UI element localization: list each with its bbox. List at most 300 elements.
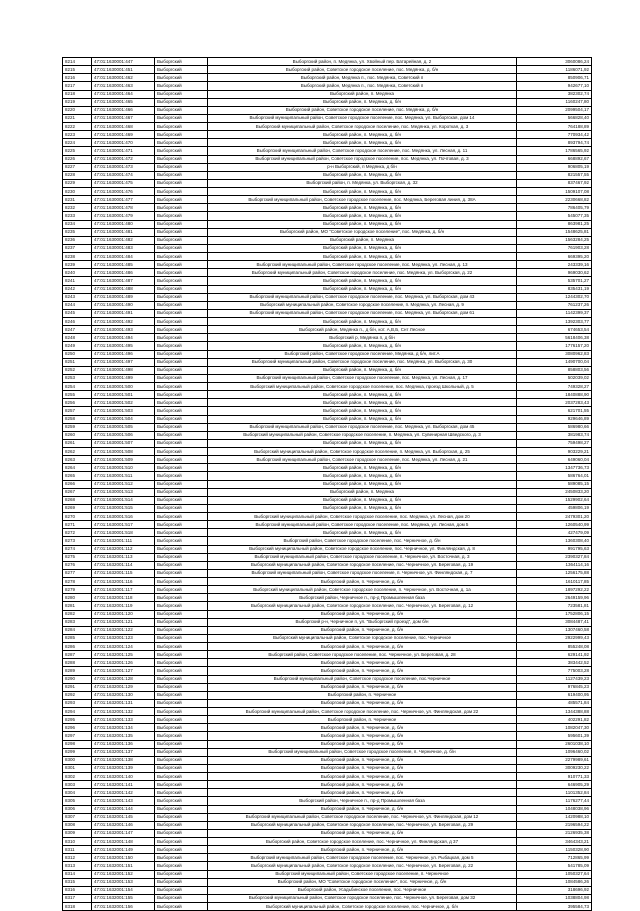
table-row <box>63 374 592 382</box>
cadastral-value-cell: 770934,42 <box>517 131 592 139</box>
district-cell: Выборгский <box>155 74 208 82</box>
address-cell: Выборгский район, п. Медянка, д. б/н <box>208 504 517 512</box>
row-number-cell: 8298 <box>63 740 92 748</box>
cadastral-number-cell: 47:01:1632001:114 <box>92 561 155 569</box>
district-cell: Выборгский <box>155 773 208 781</box>
cadastral-value-cell: 668892,67 <box>517 155 592 163</box>
district-cell: Выборгский <box>155 878 208 886</box>
district-cell: Выборгский <box>155 139 208 147</box>
cadastral-number-cell: 47:01:1630001:471 <box>92 147 155 155</box>
table-row <box>63 58 592 66</box>
district-cell: Выборгский <box>155 545 208 553</box>
cadastral-value-cell: 1101352,84 <box>517 789 592 797</box>
row-number-cell: 8275 <box>63 553 92 561</box>
cadastral-value-cell: 674653,54 <box>517 326 592 334</box>
address-cell: Выборгский район, п. Медянка, д. б/н <box>208 415 517 423</box>
cadastral-value-cell: 2196594,22 <box>517 821 592 829</box>
address-cell: Выборгский район, п. Медянка, д. б/н <box>208 188 517 196</box>
address-cell: Выборгский район, п. Медянка <box>208 236 517 244</box>
table-row <box>63 228 592 236</box>
row-number-cell: 8250 <box>63 350 92 358</box>
district-cell: Выборгский <box>155 764 208 772</box>
address-cell: Выборгский район, Советское городское поселение, пос. Черничное, ул. Финляндская, д 37 <box>208 838 517 846</box>
row-number-cell: 8293 <box>63 699 92 707</box>
table-row <box>63 781 592 789</box>
cadastral-value-cell: 621701,55 <box>517 407 592 415</box>
address-cell: Выборгский район, Медянка п., д б/н, кот. А,В,Б, Снт Лесное <box>208 326 517 334</box>
cadastral-number-cell: 47:01:1630001:490 <box>92 301 155 309</box>
row-number-cell: 8216 <box>63 74 92 82</box>
row-number-cell: 8248 <box>63 334 92 342</box>
address-cell: Выборгский район, п. Медянка, д. б/н <box>208 204 517 212</box>
address-cell: Выборгский район, Черничное п., пр-д Промышленная база <box>208 594 517 602</box>
cadastral-value-cell: 2126935,38 <box>517 829 592 837</box>
district-cell: Выборгский <box>155 374 208 382</box>
cadastral-number-cell: 47:01:1630001:484 <box>92 253 155 261</box>
cadastral-value-cell: 1244302,70 <box>517 293 592 301</box>
row-number-cell: 8304 <box>63 789 92 797</box>
table-row <box>63 171 592 179</box>
row-number-cell: 8278 <box>63 578 92 586</box>
cadastral-value-cell: 821557,55 <box>517 171 592 179</box>
address-cell: Выборгский район, п. Черничное, д. б/н <box>208 846 517 854</box>
cadastral-number-cell: 47:01:1630001:493 <box>92 326 155 334</box>
table-row <box>63 764 592 772</box>
cadastral-value-cell: 855248,08 <box>517 643 592 651</box>
row-number-cell: 8252 <box>63 366 92 374</box>
cadastral-value-cell: 2479301,20 <box>517 513 592 521</box>
row-number-cell: 8221 <box>63 114 92 122</box>
address-cell: Выборгский муниципальный район, Советское городское поселение, пос. Черничное, ул. Береговая, д. 19 <box>208 561 517 569</box>
row-number-cell: 8281 <box>63 602 92 610</box>
table-row <box>63 724 592 732</box>
table-row <box>63 204 592 212</box>
address-cell: Выборгский район, п. Черничное, д. б/н <box>208 740 517 748</box>
cadastral-value-cell: 1347736,73 <box>517 464 592 472</box>
district-cell: Выборгский <box>155 155 208 163</box>
address-cell: Выборгский муниципальный район, Советское городское поселение, пос. Медянка, ул. Лесная, дом 20 <box>208 513 517 521</box>
address-cell: Выборгский муниципальный район, Советское городское поселение, п. Черничное, ул. Восточная, д. 3 <box>208 553 517 561</box>
district-cell: Выборгский <box>155 740 208 748</box>
cadastral-number-cell: 47:01:1630001:467 <box>92 114 155 122</box>
cadastral-value-cell: 910771,33 <box>517 773 592 781</box>
cadastral-value-cell: 2649159,96 <box>517 594 592 602</box>
address-cell: Выборгский муниципальный район, Советское городское поселение, пос. Медянка, ул. Выборгская, д. 30 <box>208 358 517 366</box>
district-cell: Выборгский <box>155 106 208 114</box>
row-number-cell: 8300 <box>63 756 92 764</box>
cadastral-number-cell: 47:01:1632001:112 <box>92 545 155 553</box>
address-cell: Выборгский муниципальный район, Советское городское поселение, пос. Медянка, ул. Лесная, д. 13 <box>208 261 517 269</box>
row-number-cell: 8276 <box>63 561 92 569</box>
district-cell: Выборгский <box>155 269 208 277</box>
row-number-cell: 8286 <box>63 643 92 651</box>
cadastral-number-cell: 47:01:1630001:500 <box>92 383 155 391</box>
cadastral-number-cell: 47:01:1630001:506 <box>92 431 155 439</box>
cadastral-value-cell: 863981,25 <box>517 220 592 228</box>
row-number-cell: 8297 <box>63 732 92 740</box>
cadastral-number-cell: 47:01:1630001:517 <box>92 521 155 529</box>
address-cell: Выборгский район, п. Черничное, д. б/н <box>208 781 517 789</box>
row-number-cell: 8302 <box>63 773 92 781</box>
address-cell: Выборгский район, п. Черничное, д. б/н <box>208 732 517 740</box>
district-cell: Выборгский <box>155 748 208 756</box>
district-cell: Выборгский <box>155 496 208 504</box>
table-row <box>63 163 592 171</box>
address-cell: Выборгский район, п. Медянка, д. б/н <box>208 529 517 537</box>
district-cell: Выборгский <box>155 862 208 870</box>
table-row <box>63 513 592 521</box>
cadastral-value-cell: 2230668,82 <box>517 196 592 204</box>
cadastral-number-cell: 47:01:1630001:511 <box>92 472 155 480</box>
cadastral-number-cell: 47:01:1632001:135 <box>92 732 155 740</box>
cadastral-value-cell: 1048038,96 <box>517 805 592 813</box>
district-cell: Выборгский <box>155 228 208 236</box>
address-cell: Выборгский муниципальный район, Советское городское поселение, п. Черничное, д. б/н <box>208 748 517 756</box>
table-row <box>63 293 592 301</box>
district-cell: Выборгский <box>155 643 208 651</box>
row-number-cell: 8243 <box>63 293 92 301</box>
table-row <box>63 716 592 724</box>
cadastral-value-cell: 2390327,84 <box>517 553 592 561</box>
table-row <box>63 114 592 122</box>
table-row <box>63 578 592 586</box>
row-number-cell: 8261 <box>63 439 92 447</box>
table-row <box>63 699 592 707</box>
table-row <box>63 277 592 285</box>
district-cell: Выборгский <box>155 561 208 569</box>
row-number-cell: 8230 <box>63 188 92 196</box>
cadastral-number-cell: 47:01:1632001:119 <box>92 602 155 610</box>
table-row <box>63 147 592 155</box>
cadastral-value-cell: 586980,66 <box>517 423 592 431</box>
row-number-cell: 8249 <box>63 342 92 350</box>
cadastral-value-cell: 2922999,43 <box>517 634 592 642</box>
address-cell: Выборгский муниципальный район, Советское городское поселение, пос. Медянка, ул. Почтовая, д. 3 <box>208 155 517 163</box>
table-row <box>63 261 592 269</box>
row-number-cell: 8238 <box>63 253 92 261</box>
cadastral-value-cell: 1160247,80 <box>517 98 592 106</box>
district-cell: Выборгский <box>155 171 208 179</box>
table-row <box>63 301 592 309</box>
row-number-cell: 8282 <box>63 610 92 618</box>
cadastral-value-cell: 3084487,41 <box>517 618 592 626</box>
cadastral-number-cell: 47:01:1630001:508 <box>92 448 155 456</box>
table-row <box>63 683 592 691</box>
table-row <box>63 220 592 228</box>
row-number-cell: 8253 <box>63 374 92 382</box>
cadastral-value-cell: 3060086,24 <box>517 58 592 66</box>
cadastral-value-cell: 1364114,16 <box>517 561 592 569</box>
cadastral-number-cell: 47:01:1632001:147 <box>92 829 155 837</box>
cadastral-number-cell: 47:01:1630001:510 <box>92 464 155 472</box>
row-number-cell: 8245 <box>63 309 92 317</box>
district-cell: Выборгский <box>155 131 208 139</box>
row-number-cell: 8283 <box>63 618 92 626</box>
cadastral-value-cell: 5618406,38 <box>517 334 592 342</box>
row-number-cell: 8318 <box>63 903 92 911</box>
row-number-cell: 8251 <box>63 358 92 366</box>
district-cell: Выборгский <box>155 261 208 269</box>
district-cell: Выборгский <box>155 805 208 813</box>
table-row <box>63 545 592 553</box>
row-number-cell: 8215 <box>63 66 92 74</box>
cadastral-number-cell: 47:01:1632001:153 <box>92 878 155 886</box>
cadastral-value-cell: 243339,16 <box>517 261 592 269</box>
district-cell: Выборгский <box>155 732 208 740</box>
table-row <box>63 480 592 488</box>
cadastral-number-cell: 47:01:1630001:498 <box>92 366 155 374</box>
cadastral-number-cell: 47:01:1630001:483 <box>92 244 155 252</box>
table-row <box>63 748 592 756</box>
row-number-cell: 8242 <box>63 285 92 293</box>
cadastral-number-cell: 47:01:1630001:485 <box>92 261 155 269</box>
address-cell: Выборгский район, п. Медянка <box>208 488 517 496</box>
cadastral-number-cell: 47:01:1630001:447 <box>92 58 155 66</box>
table-row <box>63 610 592 618</box>
address-cell: Выборгский район, п. Медянка, ул. Хвойный пер. Батарейная, д. 2 <box>208 58 517 66</box>
cadastral-number-cell: 47:01:1630001:464 <box>92 90 155 98</box>
cadastral-number-cell: 47:01:1632001:152 <box>92 870 155 878</box>
row-number-cell: 8308 <box>63 821 92 829</box>
cadastral-number-cell: 47:01:1630001:496 <box>92 350 155 358</box>
row-number-cell: 8301 <box>63 764 92 772</box>
cadastral-number-cell: 47:01:1632001:155 <box>92 894 155 902</box>
row-number-cell: 8223 <box>63 131 92 139</box>
address-cell: Выборгский район, п. Медянка, д. б/н <box>208 98 517 106</box>
table-row <box>63 740 592 748</box>
district-cell: Выборгский <box>155 659 208 667</box>
address-cell: Выборгский район, Советское городское поселение, пос. Черничное, д. б/н <box>208 537 517 545</box>
cadastral-number-cell: 47:01:1630001:516 <box>92 513 155 521</box>
address-cell: Выборгский р, Медянка п, д б/н <box>208 334 517 342</box>
district-cell: Выборгский <box>155 82 208 90</box>
cadastral-number-cell: 47:01:1630001:478 <box>92 204 155 212</box>
row-number-cell: 8264 <box>63 464 92 472</box>
cadastral-number-cell: 47:01:1632001:128 <box>92 675 155 683</box>
table-row <box>63 789 592 797</box>
address-cell: Выборгский район, п. Черничное, д. б/н <box>208 829 517 837</box>
cadastral-number-cell: 47:01:1630001:499 <box>92 374 155 382</box>
table-row <box>63 805 592 813</box>
table-row <box>63 797 592 805</box>
row-number-cell: 8217 <box>63 82 92 90</box>
cadastral-number-cell: 47:01:1632001:111 <box>92 537 155 545</box>
table-row <box>63 131 592 139</box>
address-cell: Выборгский муниципальный район, Советское городское поселение, п. Медянка, ул. Сувенирная Шведского, д. 3 <box>208 431 517 439</box>
district-cell: Выборгский <box>155 634 208 642</box>
row-number-cell: 8229 <box>63 179 92 187</box>
address-cell: Выборгский муниципальный район, Советское городское поселение, пос. Медянка, ул. Лесная, дом 5 <box>208 521 517 529</box>
cadastral-value-cell: 850906,71 <box>517 74 592 82</box>
cadastral-value-cell: 1344388,88 <box>517 708 592 716</box>
row-number-cell: 8285 <box>63 634 92 642</box>
row-number-cell: 8292 <box>63 691 92 699</box>
district-cell: Выборгский <box>155 578 208 586</box>
cadastral-value-cell: 1610117,85 <box>517 578 592 586</box>
row-number-cell: 8222 <box>63 123 92 131</box>
address-cell: Выборгский район, п. Медянка, д. б/н <box>208 472 517 480</box>
address-cell: Выборгский район, п. Медянка, д. б/н <box>208 366 517 374</box>
cadastral-value-cell: 2037283,43 <box>517 399 592 407</box>
cadastral-value-cell: 1256175,88 <box>517 569 592 577</box>
cadastral-value-cell: 541785,09 <box>517 862 592 870</box>
cadastral-value-cell: 485571,84 <box>517 699 592 707</box>
district-cell: Выборгский <box>155 66 208 74</box>
district-cell: Выборгский <box>155 204 208 212</box>
table-row <box>63 74 592 82</box>
table-row <box>63 521 592 529</box>
district-cell: Выборгский <box>155 358 208 366</box>
district-cell: Выборгский <box>155 423 208 431</box>
cadastral-number-cell: 47:01:1630001:514 <box>92 496 155 504</box>
address-cell: Выборгский район, п. Черничное, д. б/н <box>208 724 517 732</box>
district-cell: Выборгский <box>155 821 208 829</box>
district-cell: Выборгский <box>155 253 208 261</box>
cadastral-number-cell: 47:01:1632001:123 <box>92 634 155 642</box>
district-cell: Выборгский <box>155 894 208 902</box>
cadastral-number-cell: 47:01:1630001:476 <box>92 188 155 196</box>
table-row <box>63 139 592 147</box>
table-row <box>63 472 592 480</box>
cadastral-number-cell: 47:01:1632001:125 <box>92 651 155 659</box>
cadastral-number-cell: 47:01:1630001:497 <box>92 358 155 366</box>
table-row <box>63 196 592 204</box>
district-cell: Выборгский <box>155 903 208 911</box>
cadastral-number-cell: 47:01:1632001:143 <box>92 797 155 805</box>
cadastral-number-cell: 47:01:1632001:124 <box>92 643 155 651</box>
cadastral-value-cell: 395584,73 <box>517 903 592 911</box>
address-cell: Выборгский район, п. Медянка, д. б/н <box>208 220 517 228</box>
cadastral-number-cell: 47:01:1630001:486 <box>92 269 155 277</box>
cadastral-value-cell: 1509107,08 <box>517 188 592 196</box>
row-number-cell: 8231 <box>63 196 92 204</box>
register-sheet <box>62 57 589 911</box>
table-row <box>63 439 592 447</box>
district-cell: Выборгский <box>155 537 208 545</box>
district-cell: Выборгский <box>155 293 208 301</box>
address-cell: Выборгский район, п. Медянка, д. б/н <box>208 496 517 504</box>
cadastral-value-cell: 1490700,04 <box>517 358 592 366</box>
cadastral-number-cell: 47:01:1632001:122 <box>92 626 155 634</box>
cadastral-value-cell: 649060,04 <box>517 456 592 464</box>
cadastral-number-cell: 47:01:1632001:129 <box>92 683 155 691</box>
cadastral-number-cell: 47:01:1632001:130 <box>92 691 155 699</box>
table-row <box>63 894 592 902</box>
cadastral-number-cell: 47:01:1630001:488 <box>92 285 155 293</box>
table-row <box>63 813 592 821</box>
cadastral-value-cell: 1392303,77 <box>517 318 592 326</box>
cadastral-value-cell: 619400,95 <box>517 691 592 699</box>
cadastral-number-cell: 47:01:1630001:451 <box>92 66 155 74</box>
row-number-cell: 8310 <box>63 838 92 846</box>
cadastral-value-cell: 1897292,22 <box>517 586 592 594</box>
cadastral-number-cell: 47:01:1632001:148 <box>92 838 155 846</box>
cadastral-value-cell: 1127439,23 <box>517 675 592 683</box>
district-cell: Выборгский <box>155 309 208 317</box>
cadastral-value-cell: 1752806,15 <box>517 610 592 618</box>
row-number-cell: 8273 <box>63 537 92 545</box>
address-cell: Выборгский муниципальный район, Советское городское поселение, пос. Черничное, ул. Финляндская, д. 8 <box>208 545 517 553</box>
row-number-cell: 8260 <box>63 431 92 439</box>
row-number-cell: 8268 <box>63 496 92 504</box>
district-cell: Выборгский <box>155 699 208 707</box>
table-row <box>63 366 592 374</box>
cadastral-number-cell: 47:01:1632001:150 <box>92 854 155 862</box>
district-cell: Выборгский <box>155 594 208 602</box>
cadastral-number-cell: 47:01:1630001:512 <box>92 480 155 488</box>
cadastral-value-cell: 427479,09 <box>517 529 592 537</box>
cadastral-value-cell: 976845,23 <box>517 683 592 691</box>
address-cell: Выборгский район, п. Черничное <box>208 716 517 724</box>
cadastral-number-cell: 47:01:1630001:504 <box>92 415 155 423</box>
table-row <box>63 675 592 683</box>
district-cell: Выборгский <box>155 301 208 309</box>
district-cell: Выборгский <box>155 342 208 350</box>
row-number-cell: 8244 <box>63 301 92 309</box>
district-cell: Выборгский <box>155 675 208 683</box>
table-row <box>63 98 592 106</box>
district-cell: Выборгский <box>155 683 208 691</box>
district-cell: Выборгский <box>155 667 208 675</box>
address-cell: Выборгский муниципальный район, Советское городское поселение, пос. Черничное, д. б/н <box>208 903 517 911</box>
cadastral-number-cell: 47:01:1630001:465 <box>92 98 155 106</box>
cadastral-value-cell: 535701,27 <box>517 277 592 285</box>
row-number-cell: 8265 <box>63 472 92 480</box>
address-cell: Выборгский район, Медянка п., пос. Медянка, Советский п <box>208 74 517 82</box>
table-row <box>63 326 592 334</box>
cadastral-number-cell: 47:01:1632001:145 <box>92 813 155 821</box>
address-cell: Выборгский район, п. Медянка, д. б/н <box>208 464 517 472</box>
cadastral-number-cell: 47:01:1632001:138 <box>92 756 155 764</box>
row-number-cell: 8240 <box>63 269 92 277</box>
address-cell: Выборгский муниципальный район, Советское городское поселение, пос. Медянка, ул. Лесная, д. 11 <box>208 147 517 155</box>
table-row <box>63 691 592 699</box>
cadastral-value-cell: 1776157,20 <box>517 342 592 350</box>
district-cell: Выборгский <box>155 123 208 131</box>
row-number-cell: 8254 <box>63 383 92 391</box>
cadastral-value-cell: 835431,19 <box>517 285 592 293</box>
table-body <box>63 58 592 911</box>
row-number-cell: 8237 <box>63 244 92 252</box>
district-cell: Выборгский <box>155 813 208 821</box>
cadastral-number-cell: 47:01:1630001:470 <box>92 139 155 147</box>
cadastral-number-cell: 47:01:1630001:509 <box>92 456 155 464</box>
row-number-cell: 8296 <box>63 724 92 732</box>
address-cell: Выборгский район, п. Черничное, д. б/н <box>208 764 517 772</box>
cadastral-value-cell: 929646,89 <box>517 415 592 423</box>
cadastral-number-cell: 47:01:1630001:487 <box>92 277 155 285</box>
row-number-cell: 8274 <box>63 545 92 553</box>
cadastral-number-cell: 47:01:1632001:139 <box>92 764 155 772</box>
district-cell: Выборгский <box>155 163 208 171</box>
row-number-cell: 8288 <box>63 659 92 667</box>
cadastral-number-cell: 47:01:1632001:149 <box>92 846 155 854</box>
cadastral-number-cell: 47:01:1630001:479 <box>92 212 155 220</box>
row-number-cell: 8218 <box>63 90 92 98</box>
cadastral-value-cell: 858803,56 <box>517 366 592 374</box>
district-cell: Выборгский <box>155 431 208 439</box>
cadastral-value-cell: 566828,40 <box>517 114 592 122</box>
district-cell: Выборгский <box>155 114 208 122</box>
table-row <box>63 529 592 537</box>
cadastral-value-cell: 1082047,30 <box>517 724 592 732</box>
row-number-cell: 8224 <box>63 139 92 147</box>
cadastral-value-cell: 3009230,22 <box>517 764 592 772</box>
row-number-cell: 8233 <box>63 212 92 220</box>
district-cell: Выборгский <box>155 691 208 699</box>
district-cell: Выборгский <box>155 513 208 521</box>
table-row <box>63 854 592 862</box>
